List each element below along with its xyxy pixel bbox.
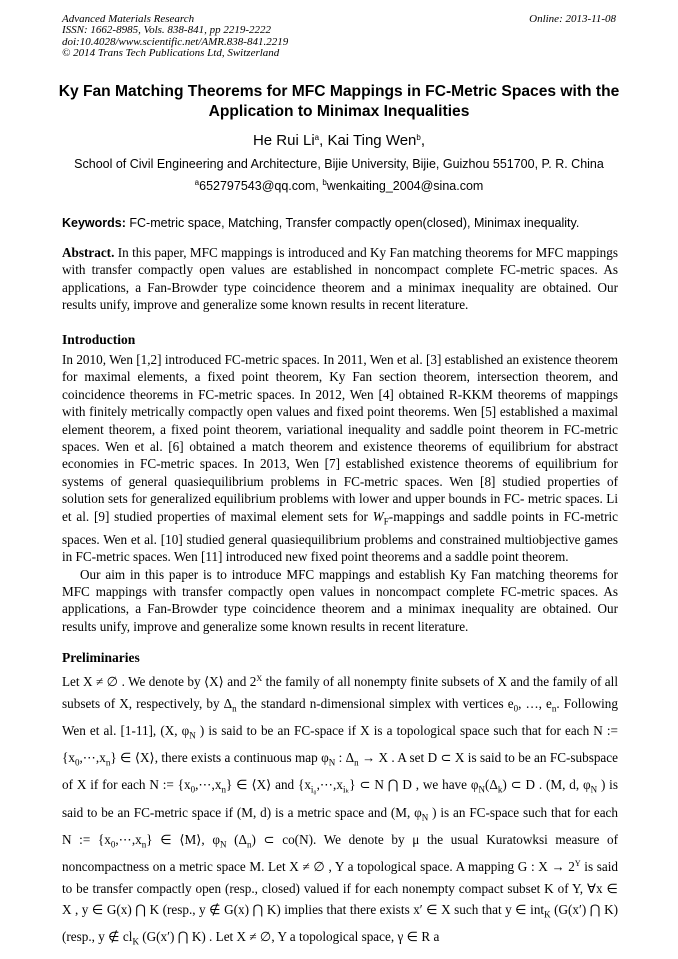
text: (Δ (484, 777, 498, 793)
text: } ∈ ⟨M⟩, φ (146, 831, 220, 847)
paragraph-text: -mappings and saddle points in FC-metric spaces. Wen et al. [10] studied general quasiequilibrium problems and constrained multiobjective games in FC-metric spaces. Wen [11] introduced new fixed point theorems and a saddle point theorem. (62, 508, 619, 565)
math-sub: 0 (190, 784, 196, 795)
math-sub: k (497, 784, 503, 795)
text: (G(x′) ⋂ K) (resp., y ∉ cl (62, 902, 618, 945)
abstract-label: Abstract. (62, 245, 115, 260)
introduction-body (62, 351, 618, 635)
journal-header (62, 14, 288, 59)
math-sub: N (219, 839, 227, 850)
paragraph: Our aim in this paper is to introduce MFC mappings and establish Ky Fan matching theorems for MFC mappings with transfer compactly open values in noncompact complete FC-metric spaces. As applications, a Fan-Browder type coincidence theorem and a minimax inequality are obtained. Our results unify, improve and generalize some known results in recent literature. (62, 566, 618, 634)
author-trailing: , (420, 132, 426, 149)
email-sup: b (322, 178, 327, 187)
author-sup: b (416, 133, 421, 142)
text: . Following Wen et al. [1-11], (X, φ (62, 695, 618, 738)
author-separator: , (319, 132, 328, 149)
text: (Δ (226, 831, 247, 847)
section-heading-preliminaries: Preliminaries (62, 650, 140, 665)
math-sub: 0 (513, 703, 519, 714)
email-link[interactable]: wenkaiting_2004@sina.com (326, 179, 484, 193)
text: ,⋯,x (79, 750, 106, 766)
math-sub: n (221, 784, 226, 795)
text: ) is said to be an FC-space if X is a topological space such that for each N := {x (62, 722, 618, 766)
text: ) is an FC-space such that for each N := {x (62, 804, 618, 847)
text: ,⋯,x (316, 777, 343, 793)
keywords (62, 216, 618, 230)
text: } ⊂ N ⋂ D , we have φ (349, 777, 479, 793)
issn-line: ISSN: 1662-8985, Vols. 838-841, pp 2219-2222 (62, 24, 271, 37)
math-sub: N (328, 757, 336, 768)
math-symbol: W (372, 508, 384, 524)
text: ) is said to be an FC-metric space if (M, d) is a metric space and (M, φ (62, 777, 618, 820)
text: Let X ≠ ∅ . We denote by ⟨X⟩ and 2 (62, 674, 257, 689)
journal-name: Advanced Materials Research (62, 13, 195, 25)
text: , …, e (518, 695, 552, 711)
author-name: Kai Ting Wen (327, 132, 417, 149)
math-sub: n (551, 703, 557, 714)
email-separator: , (315, 179, 323, 193)
author-name: He Rui Li (252, 132, 315, 149)
email-line (0, 179, 678, 193)
math-sub: n (232, 703, 237, 714)
author-line (0, 132, 678, 149)
text: → X . A set D ⊂ X is said to be an FC-subspace of X if for each N := {x (62, 750, 618, 793)
author-sup: a (314, 133, 320, 142)
email-sup: a (194, 178, 200, 187)
text: (G(x′) ⋂ K) . Let X ≠ ∅, Y a topological space, γ ∈ R a (138, 929, 440, 945)
math-sup: X (256, 674, 263, 683)
email-link[interactable]: 652797543@qq.com (199, 179, 316, 193)
keywords-label: Keywords: (62, 216, 126, 230)
keywords-text: FC-metric space, Matching, Transfer compactly open(closed), Minimax inequality. (129, 216, 580, 230)
math-sub: n (246, 839, 252, 850)
paper-title: Ky Fan Matching Theorems for MFC Mappings in FC-Metric Spaces with the Application to Minimax Inequalities (58, 83, 620, 120)
text: } ∈ ⟨X⟩ and {x (225, 777, 311, 793)
text: is said to be transfer compactly open (resp., closed) valued if for each nonempty compact subset K of Y, ∀x ∈ X , y ∈ G(x) ⋂ K (resp., y ∉ G(x) ⋂ K) implies that there exists x′ ∈ X such that y ∈ int (62, 859, 618, 918)
text: : Δ (335, 750, 355, 766)
math-sub: i₀ (310, 784, 317, 795)
paragraph (62, 351, 618, 566)
math-sub: n (141, 839, 147, 850)
abstract-text: In this paper, MFC mappings is introduced and Ky Fan matching theorems for MFC mappings with transfer compactly open values are established in noncompact complete FC-metric spaces. As applications, a Fan-Browder type coincidence theorem and a minimax inequality are obtained. Our results unify, improve and generalize some known results in recent literature. (62, 245, 618, 313)
math-sub: N (590, 784, 598, 795)
copyright-line: © 2014 Trans Tech Publications Ltd, Switzerland (62, 46, 280, 59)
section-heading-introduction: Introduction (62, 332, 136, 347)
math-sub: K (132, 937, 139, 948)
abstract (62, 244, 618, 314)
math-sub: N (478, 784, 485, 795)
math-sub: 0 (110, 839, 116, 850)
text: ,⋯,x (195, 777, 222, 793)
text: ,⋯,x (115, 831, 142, 847)
text: the standard n-dimensional simplex with vertices e (236, 695, 514, 711)
math-subscript: F (383, 516, 389, 527)
text: } ∈ ⟨X⟩, there exists a continuous map φ (110, 750, 329, 766)
online-date: Online: 2013-11-08 (529, 13, 616, 25)
text: ) ⊂ D . (M, d, φ (502, 777, 591, 793)
math-sub: n (105, 757, 111, 768)
math-sub: N (189, 730, 196, 741)
math-sup: Y (574, 859, 581, 868)
math-sub: n (354, 757, 359, 768)
text: ) ⊂ co(N). We denote by μ the usual Kuratowksi measure of noncompactness on a metric space M. Let X ≠ ∅ , Y a topological space. A mapping G : X → 2 (62, 831, 618, 874)
text: the family of all nonempty finite subsets of X and the family of all subsets of X, respectively, by Δ (62, 674, 618, 711)
preliminaries-body (62, 671, 618, 954)
math-sub: 0 (74, 757, 80, 768)
math-sub: N (421, 812, 429, 823)
math-sub: iₖ (342, 784, 350, 795)
affiliation: School of Civil Engineering and Architecture, Bijie University, Bijie, Guizhou 551700, P. R. China (74, 157, 604, 171)
doi-line: doi:10.4028/www.scientific.net/AMR.838-841.2219 (62, 35, 289, 48)
paragraph-text: In 2010, Wen [1,2] introduced FC-metric spaces. In 2011, Wen et al. [3] established an existence theorem for maximal elements, a fixed point theorem, Ky Fan section theorem, intersection theorem, and coincidence theorems in FC-metric spaces. In 2012, Wen [4] obtained R-KKM theorems of mappings with finitely metrically compactly open values and fixed point theorems. Wen [5] established a maximal element theorem, a fixed point theorem, variational inequality and saddle point theorem in FC-metric spaces. Wen et al. [6] obtained a match theorem and existence theorems of equilibrium for abstract economies in FC-metric spaces. In 2013, Wen [7] established existence theorems of equilibrium for systems of general quasiequilibrium problems in FC-metric spaces. Wen [8] studied properties of solution sets for generalized equilibrium problems with lower and upper bounds in FC- metric spaces. Li et al. [9] studied properties of maximal element sets for (62, 352, 618, 524)
math-sub: K (544, 909, 551, 920)
